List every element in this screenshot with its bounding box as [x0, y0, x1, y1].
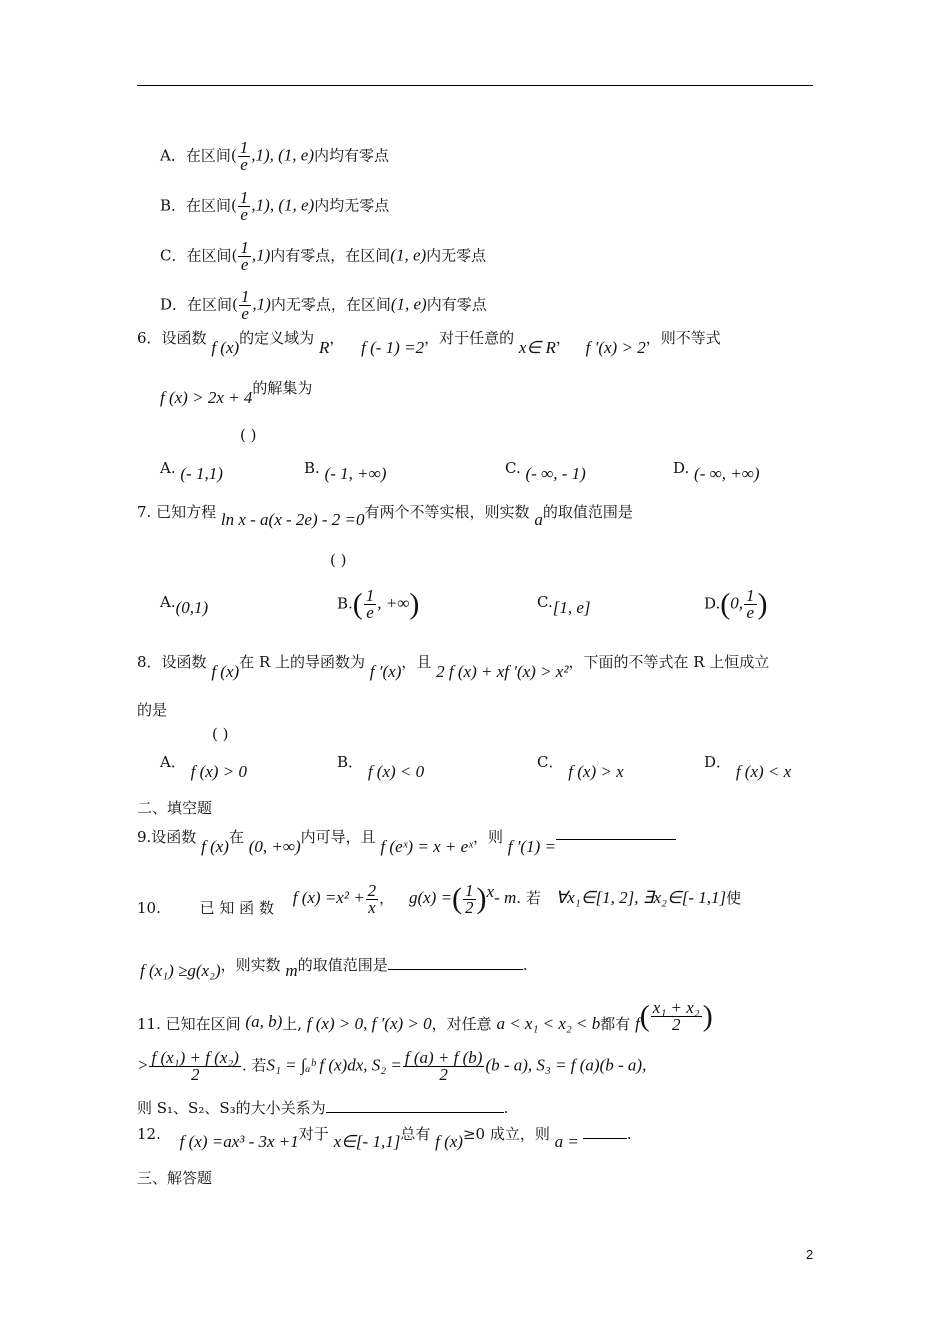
header-rule [137, 85, 813, 86]
q10-stem: 10. 已 知 函 数 f (x) =x² + $\frac{2}{x}$ ， g(x) =( $\frac{1}{2}$ )$^x$- m. 若 ∀x₁∈[1, 2], ∃x₂∈[- 1,1]使 [137, 880, 742, 917]
q7-option-c: C.[1, e] [537, 593, 591, 617]
q9-stem: 9.设函数 f (x)在 (0, +∞)内可导，且 f (eˣ) = x + eˣ，则 f ′(1) = [137, 827, 676, 847]
q11-answer-blank[interactable] [326, 1112, 504, 1113]
q5-option-c: C．在区间( $\frac{1}{e}$ ,1)内有零点，在区间(1, e)内无零点 [160, 238, 487, 274]
q9-answer-blank[interactable] [556, 839, 676, 840]
q11-stem: 11. 已知在区间 (a, b)上, f (x) > 0, f ′(x) > 0，对任意 a < x₁ < x₂ < b都有 f( $\frac{\text{x₁ + x₂}}{2}$ ) [137, 998, 713, 1034]
q7-option-a: A.(0,1) [160, 593, 209, 617]
q12-stem: 12. f (x) =ax³ - 3x +1对于 x∈[- 1,1]总有 f (x)≥0 成立，则 a = . [137, 1125, 632, 1151]
q12-answer-blank[interactable] [583, 1138, 627, 1139]
q10-condition: f (x₁) ≥g(x₂)，则实数 m的取值范围是 . [140, 956, 528, 980]
q8-answer-paren: ( ) [212, 725, 229, 743]
q6-inequality: f (x) > 2x + 4的解集为 [160, 379, 313, 407]
q8-stem-cont: 的是 [137, 701, 168, 719]
q8-stem: 8．设函数 f (x)在 R 上的导函数为 f ′(x)，且 2 f (x) + xf ′(x) > x²，下面的不等式在 R 上恒成立 [137, 653, 770, 681]
q8-option-a: A． f (x) > 0 [160, 753, 247, 781]
q8-option-b: B． f (x) < 0 [337, 753, 425, 781]
q8-option-d: D． f (x) < x [704, 753, 792, 781]
q5-option-a: A．在区间( $\frac{1}{e}$ ,1), (1, e)内均有零点 [160, 138, 390, 174]
q6-option-c: C. (- ∞, - 1) [505, 459, 586, 483]
q7-option-d: D.(0, $\frac{1}{e}$ ) [704, 586, 768, 622]
q11-question: 则 S₁、S₂、S₃的大小关系为 . [137, 1099, 509, 1117]
q8-option-c: C． f (x) > x [537, 753, 624, 781]
q6-option-d: D. (- ∞, +∞) [673, 459, 760, 483]
page-number: 2 [806, 1247, 814, 1262]
q6-option-a: A. (- 1,1) [160, 459, 223, 483]
q6-stem: 6．设函数 f (x)的定义域为 R， f (- 1) =2，对于任意的 x∈ R， f ′(x) > 2，则不等式 [137, 329, 721, 357]
q7-option-b: B.( $\frac{1}{e}$ , +∞) [337, 586, 420, 622]
q5-option-b: B．在区间( $\frac{1}{e}$ ,1), (1, e)内均无零点 [160, 188, 390, 224]
section-fill-in-heading: 二、填空题 [137, 799, 213, 817]
q10-answer-blank[interactable] [388, 969, 523, 970]
q11-sums: > $\frac{\text{f (x₁) + f (x₂)}}{2}$ . 若S₁ = ∫ₐᵇ f (x)dx, S₂ = $\frac{f (a) + f (b)}{2}$ (b - a), S₃ = f (a)(b - a), [137, 1048, 647, 1084]
q6-answer-paren: ( ) [240, 426, 257, 444]
q7-answer-paren: ( ) [330, 551, 347, 569]
q7-stem: 7. 已知方程 ln x - a(x - 2e) - 2 =0有两个不等实根，则实数 a的取值范围是 [137, 503, 633, 529]
q5-option-d: D．在区间( $\frac{1}{e}$ ,1)内无零点，在区间(1, e)内有零点 [160, 287, 487, 323]
section-answer-heading: 三、解答题 [137, 1169, 213, 1187]
q6-option-b: B. (- 1, +∞) [304, 459, 387, 483]
